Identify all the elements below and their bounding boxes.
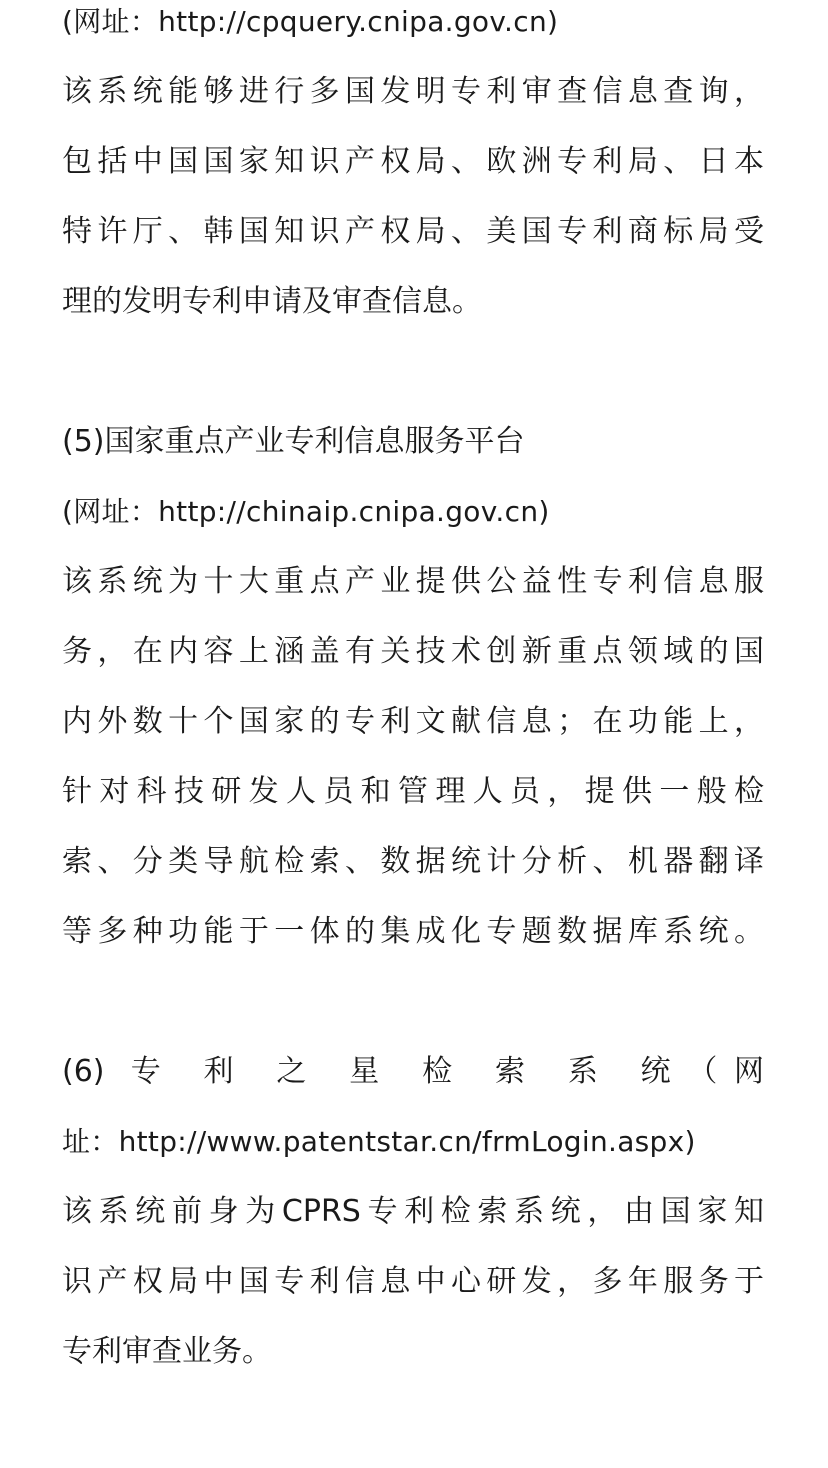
paragraph-line: 务，在内容上涵盖有关技术创新重点领域的国	[62, 634, 764, 669]
paragraph-line: 特许厅、韩国知识产权局、美国专利商标局受	[62, 214, 764, 249]
paragraph-line: 针对科技研发人员和管理人员，提供一般检	[62, 774, 764, 809]
paragraph-line: 该系统为十大重点产业提供公益性专利信息服	[62, 564, 764, 599]
paragraph-line: 理的发明专利申请及审查信息。	[62, 284, 482, 319]
paragraph-line: 识产权局中国专利信息中心研发，多年服务于	[62, 1264, 764, 1299]
section-heading-6: (6) 专 利 之 星 检 索 系 统（网	[62, 1054, 764, 1089]
paragraph-line: 内外数十个国家的专利文献信息；在功能上，	[62, 704, 764, 739]
paragraph-line: 该系统前身为CPRS专利检索系统，由国家知	[62, 1194, 764, 1229]
paragraph-line: 索、分类导航检索、数据统计分析、机器翻译	[62, 844, 764, 879]
url-line-chinaip: (网址：http://chinaip.cnipa.gov.cn)	[62, 495, 550, 528]
url-line-patentstar: 址：http://www.patentstar.cn/frmLogin.aspx)	[62, 1125, 696, 1158]
paragraph-line: 该系统能够进行多国发明专利审查信息查询，	[62, 74, 764, 109]
url-line-cpquery: (网址：http://cpquery.cnipa.gov.cn)	[62, 5, 559, 38]
paragraph-line: 包括中国国家知识产权局、欧洲专利局、日本	[62, 144, 764, 179]
section-heading-5: (5)国家重点产业专利信息服务平台	[62, 424, 525, 459]
paragraph-line: 等多种功能于一体的集成化专题数据库系统。	[62, 914, 764, 949]
paragraph-line: 专利审查业务。	[62, 1334, 272, 1369]
